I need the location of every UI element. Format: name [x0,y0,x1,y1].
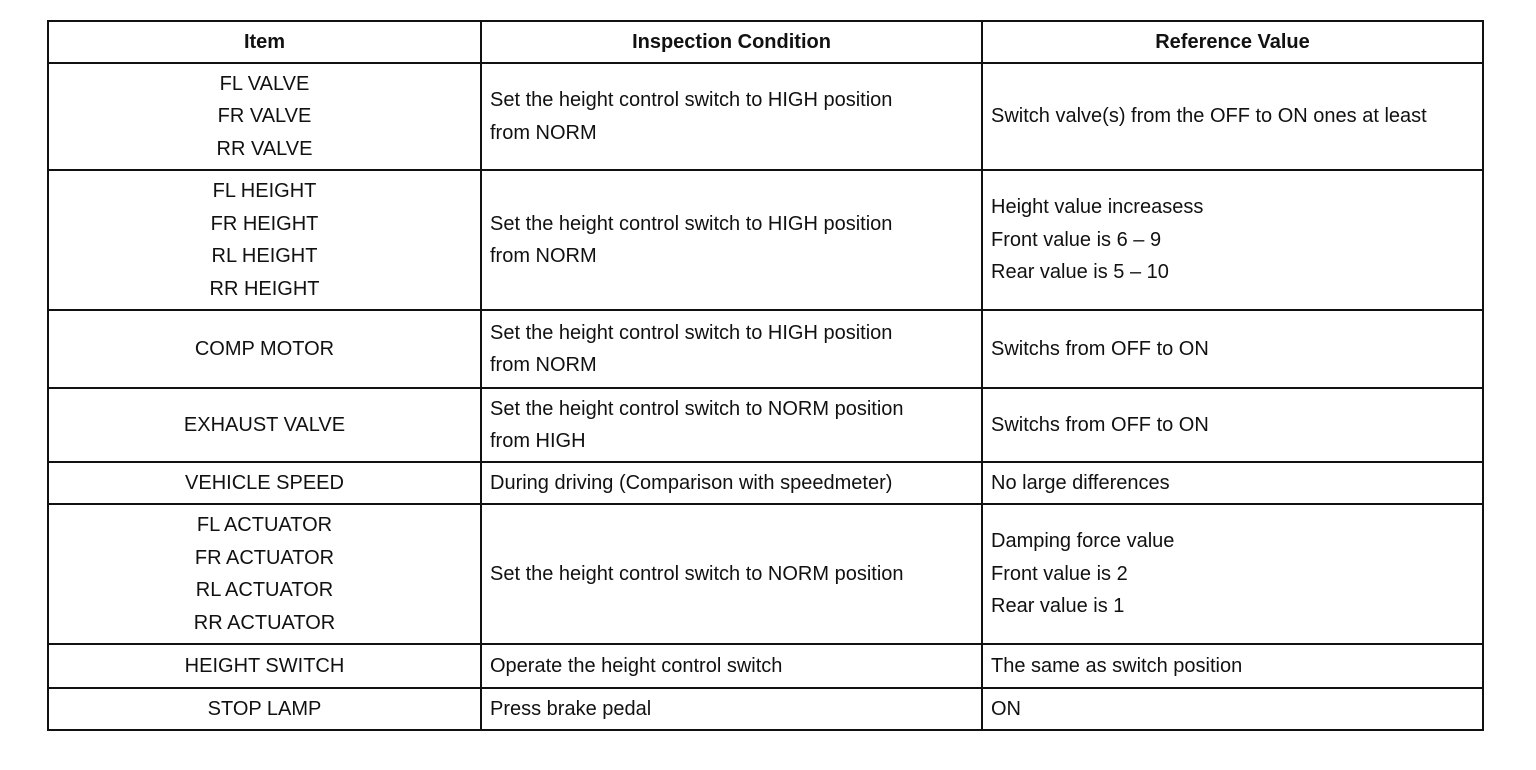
column-header-item: Item [48,21,481,63]
table-row [48,462,1483,504]
inspection-table [47,20,1484,731]
item-name: FR HEIGHT [210,212,319,235]
reference-text: Front value is 6 – 9 [991,228,1162,251]
item-name: FR ACTUATOR [194,546,335,569]
reference-cell [982,688,1483,730]
reference-text: ON [991,697,1021,720]
reference-cell [982,644,1483,688]
item-name: EXHAUST VALVE [183,413,346,436]
condition-cell [481,644,982,688]
column-header-reference-value: Reference Value [982,21,1483,63]
condition-text: from NORM [490,245,597,267]
item-cell [48,644,481,688]
condition-cell [481,504,982,644]
item-cell [48,462,481,504]
table-row [48,688,1483,730]
reference-text: No large differences [991,471,1170,494]
condition-text: Set the height control switch to HIGH position [490,212,893,235]
reference-cell [982,504,1483,644]
item-cell [48,388,481,462]
reference-text: Front value is 2 [991,562,1128,585]
item-name: FL ACTUATOR [196,514,333,536]
item-cell [48,504,481,644]
reference-text: Rear value is 1 [991,595,1125,618]
reference-cell [982,63,1483,170]
condition-text: Operate the height control switch [490,654,783,677]
reference-cell [982,170,1483,310]
condition-cell [481,170,982,310]
reference-text: Switchs from OFF to ON [991,413,1209,436]
reference-text: The same as switch position [991,654,1243,677]
item-cell [48,170,481,310]
table-row [48,644,1483,688]
condition-text: Set the height control switch to HIGH position [490,89,893,111]
condition-cell [481,388,982,462]
item-name: COMP MOTOR [194,337,335,360]
item-name: FL HEIGHT [212,180,317,202]
table-row [48,504,1483,644]
table-row [48,310,1483,388]
condition-text: from NORM [490,354,597,376]
table-header-row [48,21,1483,63]
reference-text: Height value increasess [991,196,1204,219]
item-name: RR ACTUATOR [193,611,336,634]
table-row [48,63,1483,170]
item-name: STOP LAMP [207,697,322,720]
reference-text: Rear value is 5 – 10 [991,261,1169,284]
item-name: HEIGHT SWITCH [184,654,345,677]
reference-text: Switchs from OFF to ON [991,337,1209,360]
item-name: FR VALVE [217,105,312,128]
item-name: RR HEIGHT [209,277,320,300]
item-name: RL ACTUATOR [195,579,334,601]
item-name: FL VALVE [219,72,310,95]
reference-cell [982,310,1483,388]
column-header-inspection-condition: Inspection Condition [481,21,982,63]
condition-cell [481,310,982,388]
table-row [48,388,1483,462]
condition-text: Set the height control switch to NORM position [490,397,904,420]
condition-text: Press brake pedal [490,697,652,720]
reference-cell [982,388,1483,462]
condition-cell [481,462,982,504]
item-name: RR VALVE [216,137,313,160]
table-row [48,170,1483,310]
item-cell [48,688,481,730]
reference-text: Switch valve(s) from the OFF to ON ones at least [991,105,1427,128]
condition-text: from NORM [490,121,597,144]
condition-text: Set the height control switch to NORM position [490,562,904,585]
condition-text: from HIGH [490,430,586,452]
reference-text: Damping force value [991,530,1175,553]
condition-text: During driving (Comparison with speedmeter) [490,471,893,494]
item-cell [48,310,481,388]
item-name: VEHICLE SPEED [185,471,344,494]
condition-text: Set the height control switch to HIGH position [490,321,893,344]
reference-cell [982,462,1483,504]
item-name: RL HEIGHT [211,245,318,267]
condition-cell [481,688,982,730]
item-cell [48,63,481,170]
condition-cell [481,63,982,170]
